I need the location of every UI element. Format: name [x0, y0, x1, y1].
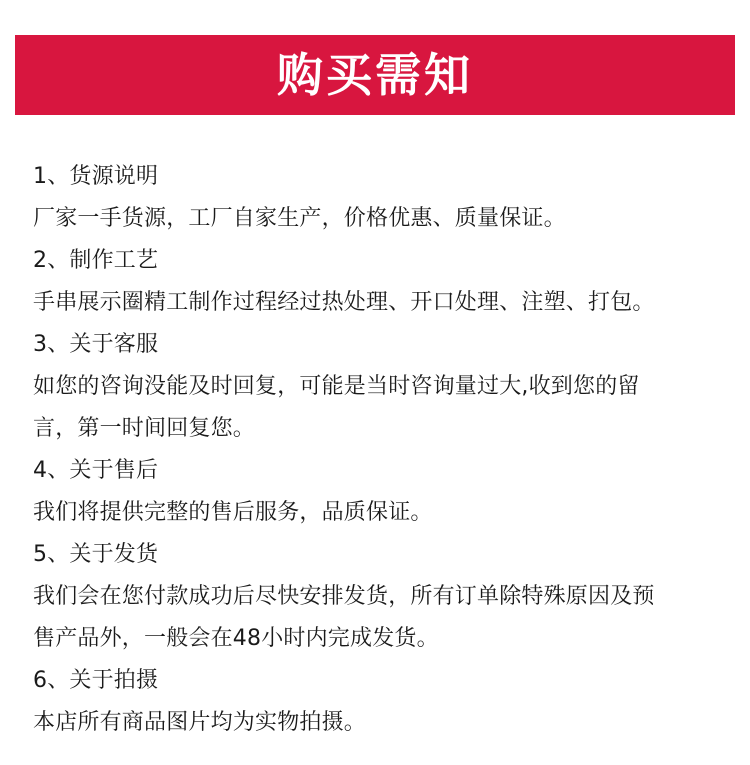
section-heading-aftersale: 4、关于售后 [33, 458, 159, 483]
section-text-photo: 本店所有商品图片均为实物拍摄。 [33, 710, 367, 735]
section-heading-shipping: 5、关于发货 [33, 542, 159, 567]
section-text-service-1: 如您的咨询没能及时回复，可能是当时咨询量过大,收到您的留 [33, 374, 640, 399]
section-text-shipping-2: 售产品外，一般会在48小时内完成发货。 [33, 626, 439, 651]
page-title: 购买需知 [277, 48, 473, 102]
section-heading-craft: 2、制作工艺 [33, 248, 159, 273]
section-text-supply: 厂家一手货源，工厂自家生产，价格优惠、质量保证。 [33, 206, 566, 231]
section-text-aftersale: 我们将提供完整的售后服务，品质保证。 [33, 500, 433, 525]
notice-content [33, 156, 733, 744]
section-heading-photo: 6、关于拍摄 [33, 668, 159, 693]
section-text-service-2: 言，第一时间回复您。 [33, 416, 256, 441]
section-heading-service: 3、关于客服 [33, 332, 159, 357]
section-heading-supply: 1、货源说明 [33, 164, 159, 189]
section-text-shipping-1: 我们会在您付款成功后尽快安排发货，所有订单除特殊原因及预 [33, 584, 655, 609]
section-text-craft: 手串展示圈精工制作过程经过热处理、开口处理、注塑、打包。 [33, 290, 655, 315]
title-banner [15, 35, 735, 115]
